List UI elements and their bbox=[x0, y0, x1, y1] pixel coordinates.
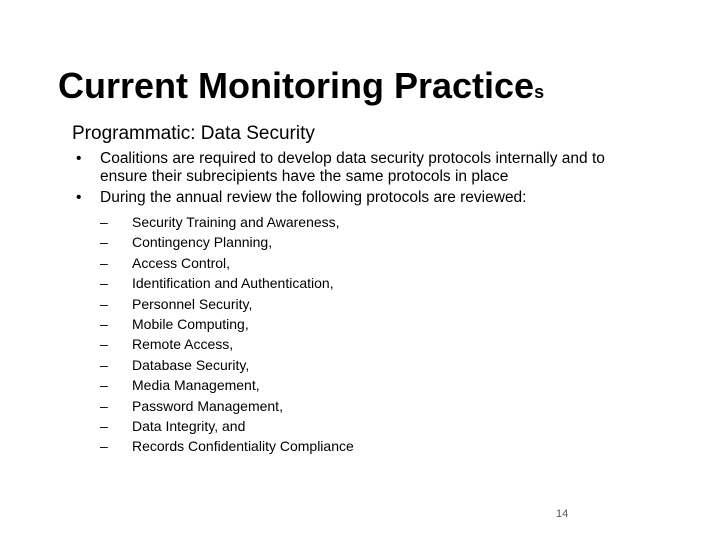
protocol-item bbox=[100, 334, 636, 354]
protocol-item bbox=[100, 273, 636, 293]
protocol-item bbox=[100, 416, 636, 436]
protocol-item bbox=[100, 253, 636, 273]
protocol-item bbox=[100, 375, 636, 395]
dash-marker: – bbox=[100, 316, 108, 333]
dash-marker: – bbox=[100, 234, 108, 251]
bullet-item bbox=[76, 189, 636, 457]
bullet-item bbox=[76, 150, 636, 186]
dash-marker: – bbox=[100, 295, 108, 312]
dash-marker: – bbox=[100, 214, 108, 230]
protocol-text: Access Control, bbox=[132, 254, 231, 271]
bullet-marker: • bbox=[76, 189, 82, 206]
protocol-text: Records Confidentiality Compliance bbox=[132, 438, 354, 455]
protocol-list bbox=[100, 212, 636, 457]
slide-title bbox=[58, 62, 544, 116]
protocol-text: Identification and Authentication, bbox=[132, 275, 334, 292]
dash-marker: – bbox=[100, 356, 108, 373]
section-subheading: Programmatic: Data Security bbox=[72, 123, 315, 144]
protocol-text: Media Management, bbox=[132, 377, 260, 394]
protocol-item bbox=[100, 232, 636, 252]
protocol-text: Mobile Computing, bbox=[132, 316, 249, 333]
slide-title-main: Current Monitoring Practice bbox=[58, 65, 535, 106]
protocol-item bbox=[100, 355, 636, 375]
protocol-text: Data Integrity, and bbox=[132, 418, 246, 435]
dash-marker: – bbox=[100, 397, 108, 414]
dash-marker: – bbox=[100, 275, 108, 292]
bullet-marker: • bbox=[76, 150, 82, 167]
protocol-text: Remote Access, bbox=[132, 336, 234, 353]
dash-marker: – bbox=[100, 377, 108, 394]
bullet-text: During the annual review the following protocols are reviewed: bbox=[100, 189, 527, 206]
protocol-text: Database Security, bbox=[132, 356, 250, 373]
protocol-text: Security Training and Awareness, bbox=[132, 214, 340, 230]
protocol-item bbox=[100, 314, 636, 334]
protocol-item bbox=[100, 294, 636, 314]
dash-marker: – bbox=[100, 438, 108, 455]
dash-marker: – bbox=[100, 336, 108, 353]
bullet-text: Coalitions are required to develop data security protocols internally and to ensure their subrecipients have the same protocols in place bbox=[100, 150, 605, 185]
dash-marker: – bbox=[100, 418, 108, 435]
protocol-text: Contingency Planning, bbox=[132, 234, 273, 251]
protocol-text: Personnel Security, bbox=[132, 295, 253, 312]
protocol-text: Password Management, bbox=[132, 397, 283, 414]
protocol-item bbox=[100, 396, 636, 416]
protocol-item bbox=[100, 212, 636, 232]
slide-title-tail: s bbox=[534, 82, 545, 102]
protocol-item bbox=[100, 436, 636, 456]
page-number: 14 bbox=[556, 508, 569, 520]
bullet-list bbox=[76, 150, 636, 457]
dash-marker: – bbox=[100, 254, 108, 271]
